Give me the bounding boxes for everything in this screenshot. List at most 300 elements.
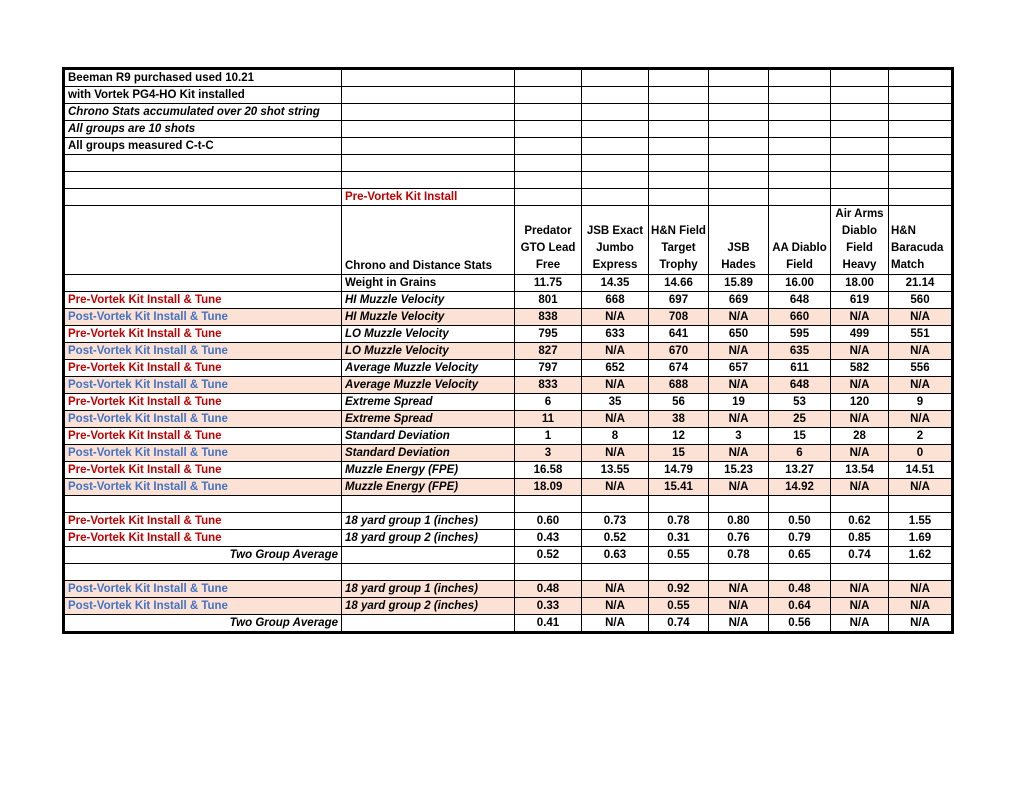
stat-label[interactable]: 18 yard group 1 (inches) [342, 513, 515, 530]
note-cell[interactable]: Beeman R9 purchased used 10.21 [65, 70, 342, 87]
value-cell[interactable]: 13.54 [831, 462, 889, 479]
condition-label[interactable]: Pre-Vortek Kit Install & Tune [65, 326, 342, 343]
empty-cell[interactable] [769, 87, 831, 104]
header-row [65, 206, 952, 275]
average-value[interactable]: 0.63 [582, 547, 649, 564]
value-cell[interactable]: N/A [582, 445, 649, 462]
average-value[interactable]: 0.78 [709, 547, 769, 564]
value-cell[interactable]: 635 [769, 343, 831, 360]
empty-cell[interactable] [65, 564, 342, 581]
empty-cell[interactable] [709, 189, 769, 206]
value-cell[interactable]: N/A [709, 581, 769, 598]
empty-cell[interactable] [889, 496, 952, 513]
value-cell[interactable]: N/A [582, 598, 649, 615]
value-cell[interactable]: N/A [709, 343, 769, 360]
stat-label[interactable]: LO Muzzle Velocity [342, 326, 515, 343]
value-cell[interactable]: 0.52 [582, 530, 649, 547]
empty-cell[interactable] [889, 138, 952, 155]
weight-value[interactable]: 11.75 [515, 275, 582, 292]
value-cell[interactable]: 3 [515, 445, 582, 462]
stat-label[interactable]: Standard Deviation [342, 445, 515, 462]
empty-cell[interactable] [582, 138, 649, 155]
value-cell[interactable]: 120 [831, 394, 889, 411]
empty-cell[interactable] [709, 87, 769, 104]
empty-cell[interactable] [831, 87, 889, 104]
empty-cell[interactable] [582, 564, 649, 581]
empty-cell[interactable] [831, 121, 889, 138]
value-cell[interactable]: 15 [649, 445, 709, 462]
empty-cell[interactable] [582, 155, 649, 172]
note-cell[interactable]: Chrono Stats accumulated over 20 shot string [65, 104, 342, 121]
value-cell[interactable]: 1 [515, 428, 582, 445]
weight-value[interactable]: 18.00 [831, 275, 889, 292]
stat-label[interactable]: Extreme Spread [342, 394, 515, 411]
value-cell[interactable]: 0.60 [515, 513, 582, 530]
data-row [65, 360, 952, 377]
value-cell[interactable]: N/A [831, 445, 889, 462]
empty-cell[interactable] [342, 87, 515, 104]
empty-cell[interactable] [649, 104, 709, 121]
value-cell[interactable]: 1.55 [889, 513, 952, 530]
value-cell[interactable]: N/A [709, 309, 769, 326]
stat-label[interactable]: Average Muzzle Velocity [342, 360, 515, 377]
value-cell[interactable]: 53 [769, 394, 831, 411]
empty-cell[interactable] [769, 138, 831, 155]
empty-cell[interactable] [709, 104, 769, 121]
condition-label[interactable]: Post-Vortek Kit Install & Tune [65, 598, 342, 615]
value-cell[interactable]: 9 [889, 394, 952, 411]
empty-cell[interactable] [889, 564, 952, 581]
empty-cell[interactable] [831, 496, 889, 513]
stat-label[interactable]: Muzzle Energy (FPE) [342, 479, 515, 496]
empty-cell[interactable] [649, 172, 709, 189]
value-cell[interactable]: 619 [831, 292, 889, 309]
value-cell[interactable]: 14.51 [889, 462, 952, 479]
value-cell[interactable]: 19 [709, 394, 769, 411]
value-cell[interactable]: N/A [582, 309, 649, 326]
empty-cell[interactable] [769, 172, 831, 189]
average-row [65, 547, 952, 564]
value-cell[interactable]: 38 [649, 411, 709, 428]
note-row [65, 138, 952, 155]
value-cell[interactable]: N/A [889, 479, 952, 496]
value-cell[interactable]: 641 [649, 326, 709, 343]
empty-cell[interactable] [65, 155, 342, 172]
empty-cell[interactable] [65, 189, 342, 206]
empty-cell[interactable] [342, 547, 515, 564]
empty-cell[interactable] [889, 121, 952, 138]
value-cell[interactable]: 688 [649, 377, 709, 394]
value-cell[interactable]: 648 [769, 292, 831, 309]
empty-cell[interactable] [582, 496, 649, 513]
value-cell[interactable]: 1.69 [889, 530, 952, 547]
value-cell[interactable]: 0.55 [649, 598, 709, 615]
weight-value[interactable]: 15.89 [709, 275, 769, 292]
value-cell[interactable]: 0.62 [831, 513, 889, 530]
empty-cell[interactable] [769, 104, 831, 121]
value-cell[interactable]: N/A [582, 479, 649, 496]
weight-value[interactable]: 14.35 [582, 275, 649, 292]
empty-cell[interactable] [649, 564, 709, 581]
condition-label[interactable]: Pre-Vortek Kit Install & Tune [65, 428, 342, 445]
value-cell[interactable]: N/A [709, 377, 769, 394]
value-cell[interactable]: N/A [831, 377, 889, 394]
pellet-header[interactable]: Predator GTO Lead Free [515, 206, 582, 275]
value-cell[interactable]: 838 [515, 309, 582, 326]
stats-header[interactable]: Chrono and Distance Stats [342, 206, 515, 275]
value-cell[interactable]: 668 [582, 292, 649, 309]
value-cell[interactable]: 611 [769, 360, 831, 377]
empty-cell[interactable] [342, 172, 515, 189]
value-cell[interactable]: 13.27 [769, 462, 831, 479]
data-row [65, 513, 952, 530]
value-cell[interactable]: N/A [709, 598, 769, 615]
value-cell[interactable]: N/A [709, 411, 769, 428]
average-value[interactable]: N/A [889, 615, 952, 632]
empty-cell[interactable] [582, 172, 649, 189]
average-value[interactable]: N/A [709, 615, 769, 632]
average-value[interactable]: N/A [831, 615, 889, 632]
empty-cell[interactable] [709, 564, 769, 581]
value-cell[interactable]: 797 [515, 360, 582, 377]
condition-label[interactable]: Post-Vortek Kit Install & Tune [65, 377, 342, 394]
value-cell[interactable]: 670 [649, 343, 709, 360]
weight-label[interactable]: Weight in Grains [342, 275, 515, 292]
condition-label[interactable]: Post-Vortek Kit Install & Tune [65, 479, 342, 496]
average-value[interactable]: 0.52 [515, 547, 582, 564]
weight-row [65, 275, 952, 292]
stat-label[interactable]: Muzzle Energy (FPE) [342, 462, 515, 479]
value-cell[interactable]: 582 [831, 360, 889, 377]
value-cell[interactable]: N/A [889, 343, 952, 360]
value-cell[interactable]: 0.48 [515, 581, 582, 598]
empty-cell[interactable] [889, 172, 952, 189]
average-value[interactable]: 1.62 [889, 547, 952, 564]
value-cell[interactable]: 708 [649, 309, 709, 326]
pellet-header[interactable]: JSB Exact Jumbo Express [582, 206, 649, 275]
value-cell[interactable]: N/A [582, 411, 649, 428]
value-cell[interactable]: 0.79 [769, 530, 831, 547]
value-cell[interactable]: 560 [889, 292, 952, 309]
value-cell[interactable]: N/A [582, 581, 649, 598]
value-cell[interactable]: N/A [709, 445, 769, 462]
value-cell[interactable]: 0.33 [515, 598, 582, 615]
empty-cell[interactable] [582, 189, 649, 206]
empty-cell[interactable] [769, 496, 831, 513]
empty-cell[interactable] [649, 138, 709, 155]
value-cell[interactable]: 0.64 [769, 598, 831, 615]
value-cell[interactable]: 13.55 [582, 462, 649, 479]
stat-label[interactable]: Average Muzzle Velocity [342, 377, 515, 394]
blank-row [65, 172, 952, 189]
value-cell[interactable]: N/A [831, 598, 889, 615]
condition-label[interactable]: Pre-Vortek Kit Install & Tune [65, 530, 342, 547]
average-value[interactable]: 0.74 [649, 615, 709, 632]
stat-label[interactable]: 18 yard group 2 (inches) [342, 598, 515, 615]
pellet-header[interactable]: AA Diablo Field [769, 206, 831, 275]
empty-cell[interactable] [342, 564, 515, 581]
stat-label[interactable]: 18 yard group 2 (inches) [342, 530, 515, 547]
blank-row [65, 155, 952, 172]
value-cell[interactable]: 657 [709, 360, 769, 377]
data-row [65, 411, 952, 428]
data-row [65, 445, 952, 462]
empty-cell[interactable] [769, 189, 831, 206]
value-cell[interactable]: 648 [769, 377, 831, 394]
average-value[interactable]: 0.56 [769, 615, 831, 632]
value-cell[interactable]: 0.73 [582, 513, 649, 530]
weight-value[interactable]: 14.66 [649, 275, 709, 292]
empty-cell[interactable] [65, 172, 342, 189]
pellet-header[interactable]: H&N Field Target Trophy [649, 206, 709, 275]
condition-label[interactable]: Pre-Vortek Kit Install & Tune [65, 462, 342, 479]
value-cell[interactable]: N/A [831, 343, 889, 360]
empty-cell[interactable] [342, 155, 515, 172]
data-row [65, 326, 952, 343]
value-cell[interactable]: 652 [582, 360, 649, 377]
value-cell[interactable]: 0 [889, 445, 952, 462]
empty-cell[interactable] [342, 615, 515, 632]
note-cell[interactable]: with Vortek PG4-HO Kit installed [65, 87, 342, 104]
average-label[interactable]: Two Group Average [65, 615, 342, 632]
stat-label[interactable]: HI Muzzle Velocity [342, 309, 515, 326]
empty-cell[interactable] [831, 104, 889, 121]
value-cell[interactable]: 56 [649, 394, 709, 411]
weight-value[interactable]: 16.00 [769, 275, 831, 292]
value-cell[interactable]: 25 [769, 411, 831, 428]
empty-cell[interactable] [709, 121, 769, 138]
data-row [65, 598, 952, 615]
empty-cell[interactable] [342, 104, 515, 121]
average-label[interactable]: Two Group Average [65, 547, 342, 564]
value-cell[interactable]: 650 [709, 326, 769, 343]
empty-cell[interactable] [769, 121, 831, 138]
empty-cell[interactable] [515, 104, 582, 121]
condition-label[interactable]: Post-Vortek Kit Install & Tune [65, 309, 342, 326]
value-cell[interactable]: 6 [515, 394, 582, 411]
empty-cell[interactable] [889, 70, 952, 87]
condition-label[interactable]: Pre-Vortek Kit Install & Tune [65, 360, 342, 377]
empty-cell[interactable] [582, 104, 649, 121]
empty-cell[interactable] [515, 496, 582, 513]
empty-cell[interactable] [889, 155, 952, 172]
empty-cell[interactable] [515, 564, 582, 581]
value-cell[interactable]: 595 [769, 326, 831, 343]
value-cell[interactable]: N/A [831, 479, 889, 496]
data-row [65, 394, 952, 411]
empty-cell[interactable] [649, 87, 709, 104]
empty-cell[interactable] [831, 70, 889, 87]
data-row [65, 309, 952, 326]
value-cell[interactable]: N/A [889, 411, 952, 428]
value-cell[interactable]: 827 [515, 343, 582, 360]
average-value[interactable]: 0.65 [769, 547, 831, 564]
value-cell[interactable]: 35 [582, 394, 649, 411]
empty-cell[interactable] [582, 87, 649, 104]
value-cell[interactable]: 801 [515, 292, 582, 309]
average-value[interactable]: 0.41 [515, 615, 582, 632]
empty-cell[interactable] [65, 275, 342, 292]
value-cell[interactable]: 697 [649, 292, 709, 309]
empty-cell[interactable] [515, 87, 582, 104]
empty-cell[interactable] [831, 172, 889, 189]
value-cell[interactable]: N/A [889, 309, 952, 326]
condition-label[interactable]: Post-Vortek Kit Install & Tune [65, 445, 342, 462]
empty-cell[interactable] [709, 138, 769, 155]
value-cell[interactable]: 0.76 [709, 530, 769, 547]
empty-cell[interactable] [769, 564, 831, 581]
empty-cell[interactable] [515, 189, 582, 206]
empty-cell[interactable] [342, 70, 515, 87]
value-cell[interactable]: 674 [649, 360, 709, 377]
empty-cell[interactable] [831, 138, 889, 155]
average-row [65, 615, 952, 632]
value-cell[interactable]: N/A [831, 581, 889, 598]
value-cell[interactable]: 18.09 [515, 479, 582, 496]
spreadsheet-table [64, 69, 952, 632]
note-row [65, 70, 952, 87]
empty-cell[interactable] [342, 121, 515, 138]
value-cell[interactable]: 633 [582, 326, 649, 343]
empty-cell[interactable] [515, 121, 582, 138]
value-cell[interactable]: 551 [889, 326, 952, 343]
empty-cell[interactable] [342, 496, 515, 513]
value-cell[interactable]: 660 [769, 309, 831, 326]
note-cell[interactable]: All groups are 10 shots [65, 121, 342, 138]
condition-label[interactable]: Pre-Vortek Kit Install & Tune [65, 513, 342, 530]
empty-cell[interactable] [649, 121, 709, 138]
condition-label[interactable]: Post-Vortek Kit Install & Tune [65, 343, 342, 360]
value-cell[interactable]: 14.79 [649, 462, 709, 479]
section-title[interactable]: Pre-Vortek Kit Install [342, 189, 515, 206]
average-value[interactable]: N/A [582, 615, 649, 632]
data-row [65, 530, 952, 547]
empty-cell[interactable] [889, 87, 952, 104]
empty-cell[interactable] [649, 155, 709, 172]
value-cell[interactable]: 0.43 [515, 530, 582, 547]
value-cell[interactable]: 11 [515, 411, 582, 428]
empty-cell[interactable] [515, 138, 582, 155]
stat-label[interactable]: Standard Deviation [342, 428, 515, 445]
pellet-header[interactable]: JSB Hades [709, 206, 769, 275]
value-cell[interactable]: 795 [515, 326, 582, 343]
value-cell[interactable]: N/A [582, 377, 649, 394]
data-row [65, 428, 952, 445]
empty-cell[interactable] [515, 155, 582, 172]
value-cell[interactable]: N/A [889, 377, 952, 394]
condition-label[interactable]: Post-Vortek Kit Install & Tune [65, 411, 342, 428]
data-row [65, 343, 952, 360]
value-cell[interactable]: 3 [709, 428, 769, 445]
blank-row [65, 496, 952, 513]
condition-label[interactable]: Pre-Vortek Kit Install & Tune [65, 292, 342, 309]
empty-cell[interactable] [889, 104, 952, 121]
table-body [65, 70, 952, 632]
empty-cell[interactable] [582, 70, 649, 87]
value-cell[interactable]: 15.41 [649, 479, 709, 496]
empty-cell[interactable] [649, 70, 709, 87]
value-cell[interactable]: 8 [582, 428, 649, 445]
pellet-header[interactable]: Air Arms Diablo Field Heavy [831, 206, 889, 275]
empty-cell[interactable] [649, 189, 709, 206]
value-cell[interactable]: 14.92 [769, 479, 831, 496]
value-cell[interactable]: N/A [582, 343, 649, 360]
value-cell[interactable]: 0.80 [709, 513, 769, 530]
value-cell[interactable]: N/A [889, 581, 952, 598]
note-row [65, 87, 952, 104]
empty-cell[interactable] [831, 189, 889, 206]
empty-cell[interactable] [649, 496, 709, 513]
value-cell[interactable]: 2 [889, 428, 952, 445]
condition-label[interactable]: Post-Vortek Kit Install & Tune [65, 581, 342, 598]
pellet-header[interactable]: H&N Baracuda Match [889, 206, 952, 275]
value-cell[interactable]: 669 [709, 292, 769, 309]
stat-label[interactable]: 18 yard group 1 (inches) [342, 581, 515, 598]
value-cell[interactable]: 0.78 [649, 513, 709, 530]
empty-cell[interactable] [709, 70, 769, 87]
empty-cell[interactable] [769, 70, 831, 87]
empty-cell[interactable] [65, 496, 342, 513]
value-cell[interactable]: 16.58 [515, 462, 582, 479]
value-cell[interactable]: 12 [649, 428, 709, 445]
data-row [65, 377, 952, 394]
empty-cell[interactable] [769, 155, 831, 172]
empty-cell[interactable] [65, 206, 342, 275]
empty-cell[interactable] [831, 155, 889, 172]
empty-cell[interactable] [709, 496, 769, 513]
data-row [65, 479, 952, 496]
value-cell[interactable]: 6 [769, 445, 831, 462]
note-cell[interactable]: All groups measured C-t-C [65, 138, 342, 155]
empty-cell[interactable] [831, 564, 889, 581]
average-value[interactable]: 0.55 [649, 547, 709, 564]
condition-label[interactable]: Pre-Vortek Kit Install & Tune [65, 394, 342, 411]
empty-cell[interactable] [515, 172, 582, 189]
value-cell[interactable]: N/A [709, 479, 769, 496]
stat-label[interactable]: Extreme Spread [342, 411, 515, 428]
empty-cell[interactable] [515, 70, 582, 87]
value-cell[interactable]: 556 [889, 360, 952, 377]
value-cell[interactable]: 0.31 [649, 530, 709, 547]
value-cell[interactable]: 15 [769, 428, 831, 445]
value-cell[interactable]: 0.50 [769, 513, 831, 530]
stat-label[interactable]: LO Muzzle Velocity [342, 343, 515, 360]
value-cell[interactable]: N/A [831, 309, 889, 326]
empty-cell[interactable] [889, 189, 952, 206]
empty-cell[interactable] [342, 138, 515, 155]
empty-cell[interactable] [709, 172, 769, 189]
stat-label[interactable]: HI Muzzle Velocity [342, 292, 515, 309]
empty-cell[interactable] [582, 121, 649, 138]
empty-cell[interactable] [709, 155, 769, 172]
value-cell[interactable]: 0.48 [769, 581, 831, 598]
value-cell[interactable]: N/A [889, 598, 952, 615]
average-value[interactable]: 0.74 [831, 547, 889, 564]
value-cell[interactable]: 833 [515, 377, 582, 394]
data-row [65, 581, 952, 598]
value-cell[interactable]: 28 [831, 428, 889, 445]
note-row [65, 104, 952, 121]
weight-value[interactable]: 21.14 [889, 275, 952, 292]
data-row [65, 292, 952, 309]
value-cell[interactable]: 15.23 [709, 462, 769, 479]
blank-row [65, 564, 952, 581]
value-cell[interactable]: 0.92 [649, 581, 709, 598]
value-cell[interactable]: 499 [831, 326, 889, 343]
section-title-row [65, 189, 952, 206]
value-cell[interactable]: 0.85 [831, 530, 889, 547]
value-cell[interactable]: N/A [831, 411, 889, 428]
